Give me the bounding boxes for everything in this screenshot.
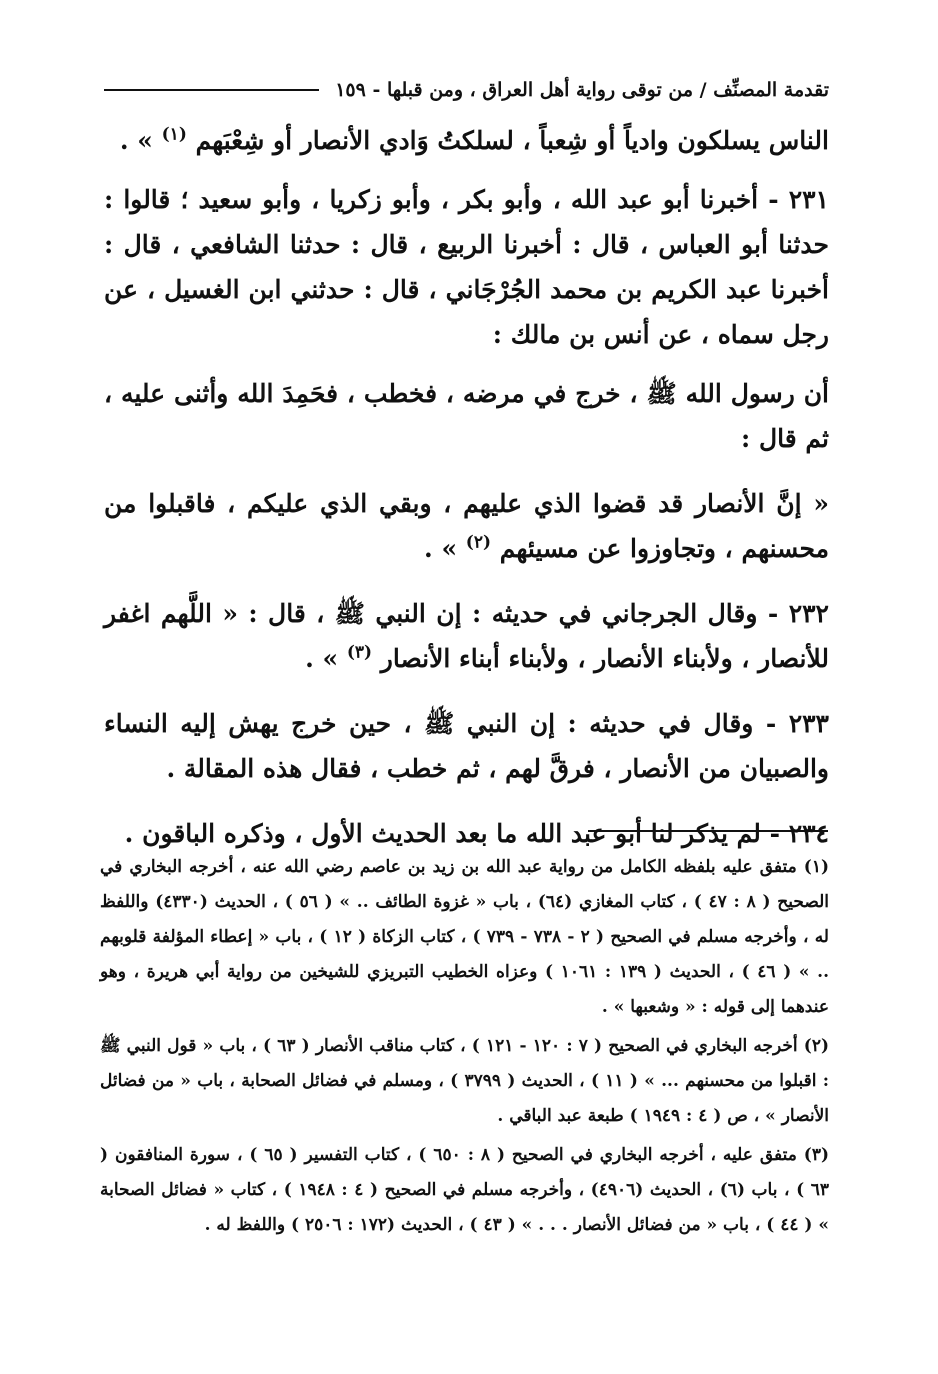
footnote-marker: (٣) [346,642,373,663]
footnote-marker: (٢) [465,532,492,553]
footnotes [100,850,829,1247]
hadith-231-isnad: ٢٣١ - أخبرنا أبو عبد الله ، وأبو بكر ، وأبو زكريا ، وأبو سعيد ؛ قالوا : حدثنا أبو العباس ، قال : أخبرنا الربيع ، قال : حدثنا الشافعي ، قال : أخبرنا عبد الكريم بن محمد الجُرْجَاني ، قال : حدثني ابن الغسيل ، عن رجل سماه ، عن أنس بن مالك : [104,185,829,349]
hadith-231-quote [104,481,829,571]
footnote-marker: (١) [161,124,187,145]
paragraph-end: » . [305,644,347,673]
paragraph-text: « إنَّ الأنصار قد قضوا الذي عليهم ، وبقي الذي عليكم ، فاقبلوا من محسنهم ، وتجاوزوا عن مسيئهم [104,489,829,563]
paragraph-end: » . [424,534,466,563]
paragraph-text: ٢٣٢ - وقال الجرجاني في حديثه : إن النبي ﷺ ، قال : « اللَّهم اغفر للأنصار ، ولأبناء الأنصار ، ولأبناء أبناء الأنصار [104,599,829,673]
main-text [104,118,829,870]
footnote-2: (٢) أخرجه البخاري في الصحيح ( ٧ : ١٢٠ - ١٢١ ) ، كتاب مناقب الأنصار ( ٦٣ ) ، باب « قول النبي ﷺ : اقبلوا من محسنهم ... » ( ١١ ) ، الحديث ( ٣٧٩٩ ) ، ومسلم في فضائل الصحابة ، باب « من فضائل الأنصار » ، ص ( ٤ : ١٩٤٩ ) طبعة عبد الباقي . [100,1036,829,1126]
running-title: تقدمة المصنِّف / من توقى رواية أهل العراق ، ومن قبلها - ١٥٩ [335,79,829,101]
paragraph-end: » . [119,126,162,155]
footnote-3: (٣) متفق عليه ، أخرجه البخاري في الصحيح ( ٨ : ٦٥٠ ) ، كتاب التفسير ( ٦٥ ) ، سورة المنافقون ( ٦٣ ) ، باب (٦) ، الحديث (٤٩٠٦) ، وأخرجه مسلم في الصحيح ( ٤ : ١٩٤٨ ) ، كتاب « فضائل الصحابة » ( ٤٤ ) ، باب « من فضائل الأنصار . . . » ( ٤٣ ) ، الحديث (١٧٢ : ٢٥٠٦ ) واللفظ له . [100,1145,829,1235]
paragraph-continuation [104,118,829,163]
hadith-231-matn-intro: أن رسول الله ﷺ ، خرج في مرضه ، فخطب ، فحَمِدَ الله وأثنى عليه ، ثم قال : [104,379,829,453]
running-header [104,70,829,110]
hadith-233: ٢٣٣ - وقال في حديثه : إن النبي ﷺ ، حين خرج يهش إليه النساء والصبيان من الأنصار ، فرقَّ لهم ، ثم خطب ، فقال هذه المقالة . [104,709,829,783]
paragraph-text: الناس يسلكون وادياً أو شِعباً ، لسلكتُ وَادي الأنصار أو شِعْبَهم [195,126,829,155]
hadith-234: ٢٣٤ - لم يذكر لنا أبو عبد الله ما بعد الحديث الأول ، وذكره الباقون . [124,819,829,848]
footnote-1: (١) متفق عليه بلفظه الكامل من رواية عبد الله بن زيد بن عاصم رضي الله عنه ، أخرجه البخاري في الصحيح ( ٨ : ٤٧ ) ، كتاب المغازي (٦٤) ، باب « غزوة الطائف .. » ( ٥٦ ) ، الحديث (٤٣٣٠) واللفظ له ، وأخرجه مسلم في الصحيح ( ٢ - ٧٣٨ - ٧٣٩ ) ، كتاب الزكاة ( ١٢ ) ، باب « إعطاء المؤلفة قلوبهم .. » ( ٤٦ ) ، الحديث ( ١٣٩ : ١٠٦١ ) وعزاه الخطيب التبريزي للشيخين من رواية أبي هريرة ، وهو عندهما إلى قوله : « وشعبها » . [100,857,829,1017]
footnote-separator [588,830,828,832]
header-rule [104,89,319,91]
hadith-232 [104,591,829,681]
